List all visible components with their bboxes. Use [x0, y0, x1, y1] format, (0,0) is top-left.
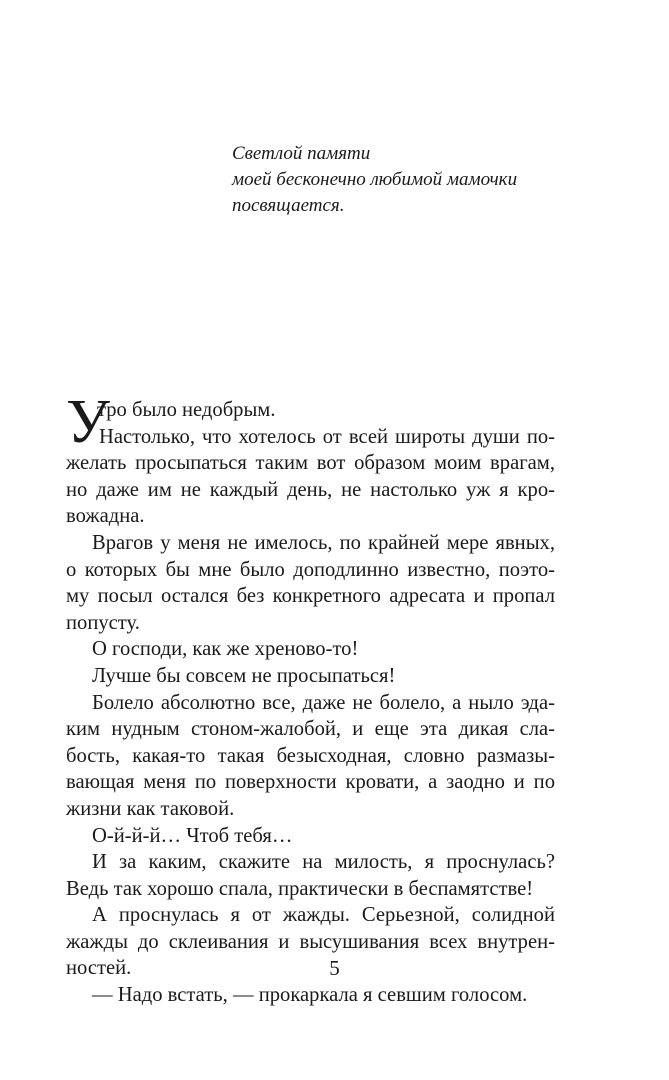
page-number: 5	[329, 956, 340, 980]
text-line: попусту.	[66, 611, 140, 634]
text-line: О господи, как же хреново-то!	[92, 638, 359, 661]
text-line: Лучше бы совсем не просыпаться!	[92, 664, 396, 687]
text-line: О-й-й-й… Чтоб тебя…	[92, 824, 293, 847]
dedication-line: Светлой памяти	[232, 143, 371, 164]
text-line: но даже им не каждый день, не настолько уж я кро-	[66, 478, 555, 501]
text-line: жизни как таковой.	[66, 797, 235, 820]
text-line: Болело абсолютно все, даже не болело, а ныло эда-	[92, 691, 555, 714]
text-line: ким нудным стоном-жалобой, и еще эта дикая сла-	[66, 718, 555, 741]
text-line: о которых бы мне было доподлинно известно, поэто-	[66, 558, 555, 581]
text-line: ностей.	[66, 957, 132, 980]
text-line: вающая меня по поверхности кровати, а заодно и по	[66, 771, 555, 794]
text-line: Настолько, что хотелось от всей широты души по-	[99, 425, 555, 448]
text-line: му посыл остался без конкретного адресата и пропал	[66, 585, 555, 608]
text-line: Врагов у меня не имелось, по крайней мере явных,	[92, 531, 555, 554]
dedication	[232, 141, 592, 219]
text-line: бость, какая-то такая безысходная, словно размазы-	[66, 744, 555, 767]
text-line: желать просыпаться таким вот образом моим врагам,	[66, 452, 555, 475]
dedication-line: моей бесконечно любимой мамочки	[232, 169, 518, 190]
text-line: вожадна.	[66, 505, 145, 528]
body-text	[66, 388, 555, 1009]
drop-cap: У	[66, 388, 110, 456]
text-line: И за каким, скажите на милость, я проснулась?	[92, 851, 555, 874]
text-line: жажды до склеивания и высушивания всех внутрен-	[66, 930, 555, 953]
text-line: А проснулась я от жажды. Серьезной, солидной	[92, 904, 555, 927]
dedication-line: посвящается.	[232, 195, 345, 216]
text-line: Ведь так хорошо спала, практически в беспамятстве!	[66, 877, 534, 900]
text-line: тро было недобрым.	[97, 399, 276, 421]
text-line: — Надо встать, — прокаркала я севшим голосом.	[92, 984, 528, 1007]
